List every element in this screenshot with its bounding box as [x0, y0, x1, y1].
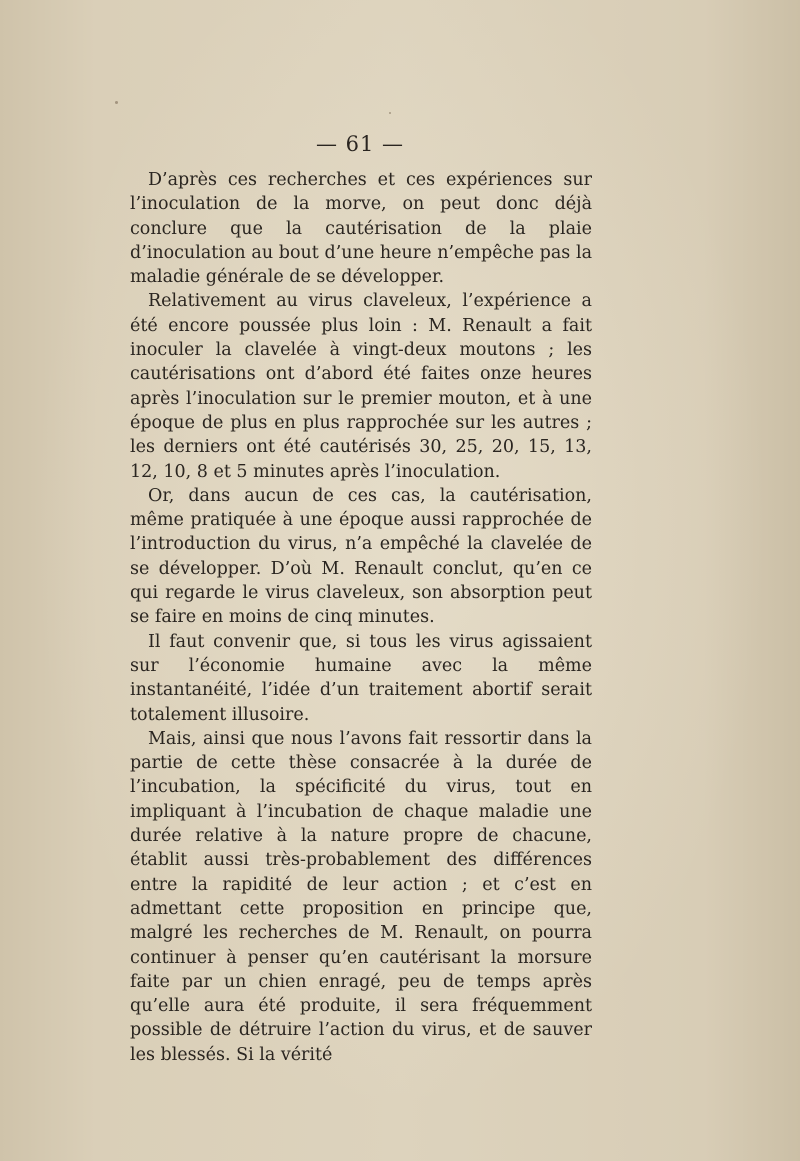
paragraph: D’après ces recherches et ces expériences sur l’inoculation de la morve, on peut donc déjà conclure que la cautérisation de la plaie d’inoculation au bout d’une heure n’empêche pas la maladie générale de se développer.	[130, 170, 592, 288]
body-text	[130, 168, 592, 1067]
paper-speck	[115, 101, 118, 104]
paper-speck	[389, 112, 391, 114]
paragraph: Mais, ainsi que nous l’avons fait ressortir dans la partie de cette thèse consacrée à la durée de l’incubation, la spécificité du virus, tout en impliquant à l’incubation de chaque maladie une durée relative à la nature propre de chacune, établit aussi très-probablement des différences entre la rapidité de leur action ; et c’est en admettant cette proposition en principe que, malgré les recherches de M. Renault, on pourra continuer à penser qu’en cautérisant la morsure faite par un chien enragé, peu de temps après qu’elle aura été produite, il sera fréquemment possible de détruire l’action du virus, et de sauver les blessés. Si la vérité	[130, 728, 592, 1065]
paragraph: Relativement au virus claveleux, l’expérience a été encore poussée plus loin : M. Renault a fait inoculer la clavelée à vingt-deux moutons ; les cautérisations ont d’abord été faites onze heures après l’inoculation sur le premier mouton, et à une époque de plus en plus rapprochée sur les autres ; les derniers ont été cautérisés 30, 25, 20, 15, 13, 12, 10, 8 et 5 minutes après l’inoculation.	[130, 291, 592, 482]
paragraph: Or, dans aucun de ces cas, la cautérisation, même pratiquée à une époque aussi rapprochée de l’introduction du virus, n’a empêché la clavelée de se développer. D’où M. Renault conclut, qu’en ce qui regarde le virus claveleux, son absorption peut se faire en moins de cinq minutes.	[130, 485, 592, 628]
page-number: — 61 —	[315, 132, 405, 156]
paragraph: Il faut convenir que, si tous les virus agissaient sur l’économie humaine avec la même instantanéité, l’idée d’un traitement abortif serait totalement illusoire.	[130, 631, 592, 725]
